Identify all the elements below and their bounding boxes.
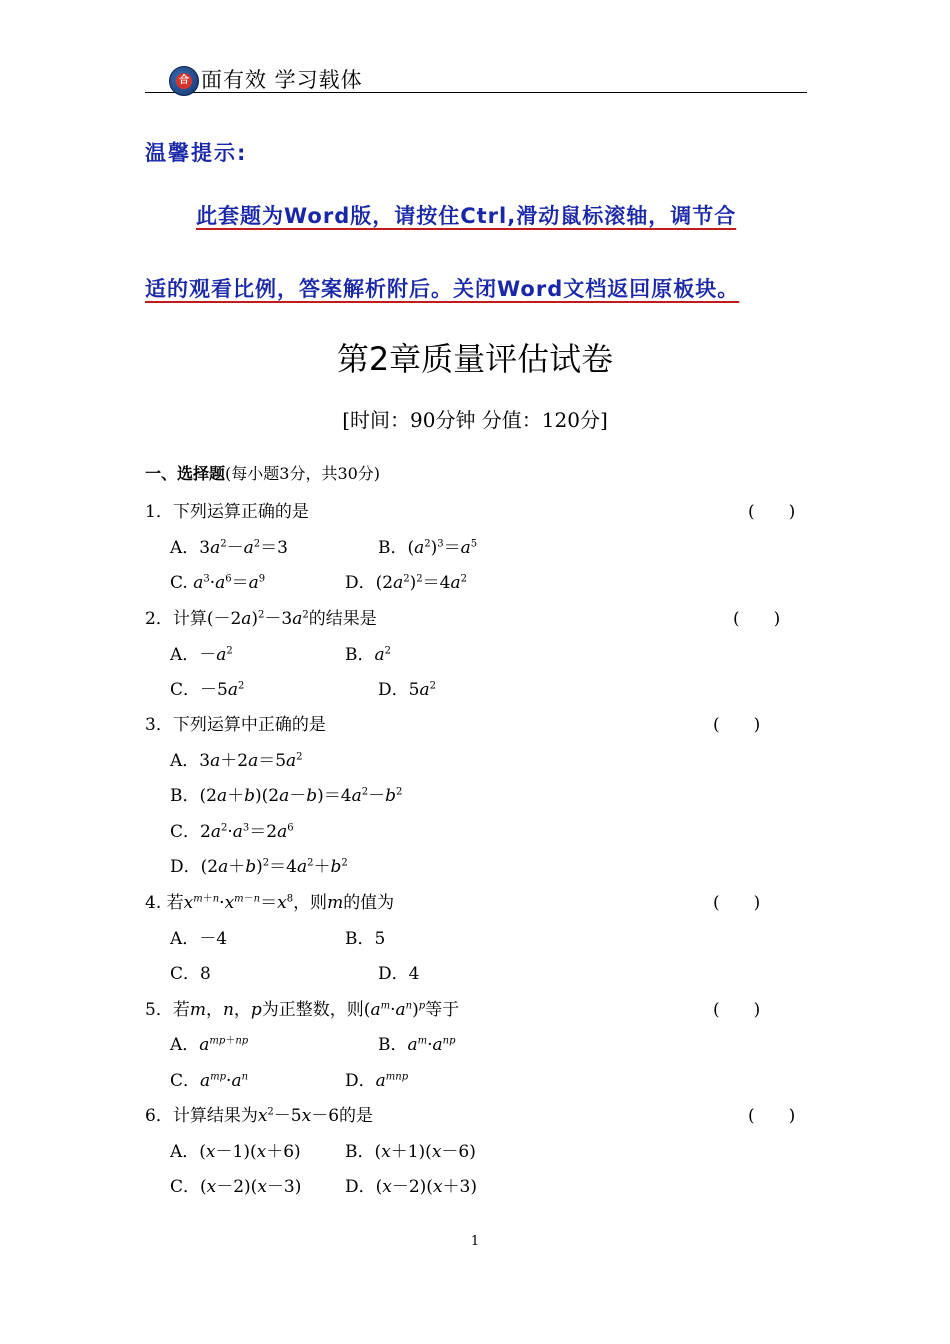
q6-option-c: C．(x－2)(x－3) <box>170 1177 302 1197</box>
q3-option-d: D．$(2a+b)^2=4a^2+b^2$ <box>170 857 348 877</box>
answer-paren-3: ( ) <box>713 715 761 735</box>
q5-option-b: B．$a^m\cdot a^{np}$ <box>378 1035 456 1055</box>
q4-option-b: B．5 <box>345 929 386 949</box>
question-3: 3．下列运算中正确的是 <box>145 715 326 735</box>
tip-line-1[interactable]: 此套题为Word版，请按住Ctrl,滑动鼠标滚轴，调节合 <box>196 204 737 228</box>
page-number: 1 <box>470 1234 480 1249</box>
section-heading: 一、选择题(每小题3分，共30分) <box>145 464 381 483</box>
q2-option-c: C．$-5a^2$ <box>170 680 245 700</box>
answer-paren-1: ( ) <box>748 502 796 522</box>
question-4: 4. 若$x^{m+n}\cdot x^{m-n}=x^8$，则m的值为 <box>145 893 395 913</box>
q4-option-c: C．8 <box>170 964 211 984</box>
tip-title: 温馨提示: <box>145 141 248 165</box>
q4-option-a: A．－4 <box>170 929 228 949</box>
page-header <box>145 62 807 93</box>
question-1: 1．下列运算正确的是 <box>145 502 309 522</box>
question-6: 6．计算结果为$x^2-5x-6$的是 <box>145 1106 374 1126</box>
q1-option-d: D．$(2a^2)^2=4a^2$ <box>345 573 467 593</box>
page-title: 第2章质量评估试卷 <box>336 340 614 378</box>
q3-option-a: A．$3a+2a=5a^2$ <box>170 751 303 771</box>
logo-icon: 合 <box>169 66 199 96</box>
q2-option-b: B．$a^2$ <box>345 645 392 665</box>
answer-paren-5: ( ) <box>713 1000 761 1020</box>
q3-option-c: C．$2a^2\cdot a^3=2a^6$ <box>170 822 294 842</box>
answer-paren-4: ( ) <box>713 893 761 913</box>
q1-option-b: B．$(a^2)^3=a^5$ <box>378 538 478 558</box>
q6-option-a: A．(x－1)(x＋6) <box>170 1142 301 1162</box>
header-text: 面有效 学习载体 <box>201 68 363 92</box>
exam-info: [时间：90分钟 分值：120分] <box>342 408 608 432</box>
q5-option-c: C．$a^{mp}\cdot a^n$ <box>170 1071 249 1091</box>
q6-option-b: B．(x＋1)(x－6) <box>345 1142 476 1162</box>
q2-option-a: A．$-a^2$ <box>170 645 233 665</box>
q2-option-d: D．$5a^2$ <box>378 680 436 700</box>
q5-option-d: D．$a^{mnp}$ <box>345 1071 409 1091</box>
q3-option-b: B．$(2a+b)(2a-b)=4a^2-b^2$ <box>170 786 403 806</box>
tip-line-2[interactable]: 适的观看比例，答案解析附后。关闭Word文档返回原板块。 <box>145 277 740 301</box>
answer-paren-6: ( ) <box>748 1106 796 1126</box>
q1-option-c: C. $a^3\cdot a^6=a^9$ <box>170 573 266 593</box>
question-5: 5．若m，n，p为正整数，则$(a^m\cdot a^n)^p$等于 <box>145 1000 460 1020</box>
question-2: 2．计算$(-2a)^2-3a^2$的结果是 <box>145 609 377 629</box>
q1-option-a: A．$3a^2-a^2=3$ <box>170 538 288 558</box>
q5-option-a: A．$a^{mp+np}$ <box>170 1035 249 1055</box>
answer-paren-2: ( ) <box>733 609 781 629</box>
q4-option-d: D．4 <box>378 964 420 984</box>
q6-option-d: D．(x－2)(x＋3) <box>345 1177 477 1197</box>
